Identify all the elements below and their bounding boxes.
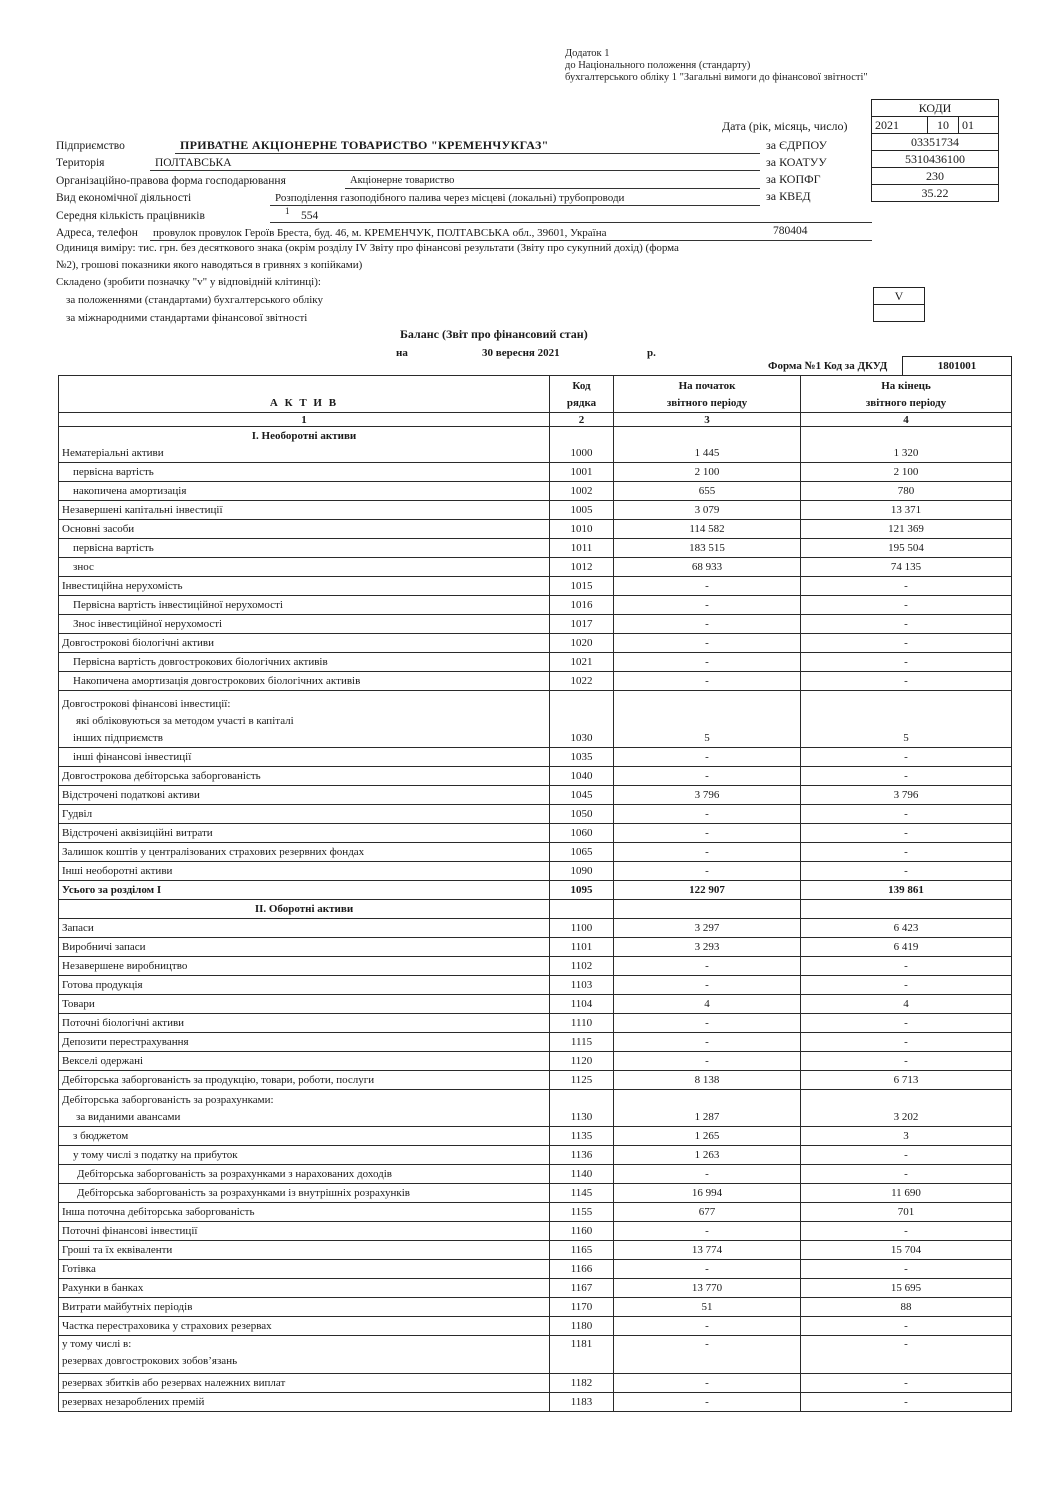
row-end-value: 139 861 <box>801 881 1012 900</box>
col-number-2: 2 <box>550 413 614 427</box>
row-end-value: - <box>801 1165 1012 1184</box>
row-begin-value: - <box>614 1014 801 1033</box>
address-label: Адреса, телефон <box>56 227 138 239</box>
row-begin-value: 1 287 <box>614 1090 801 1127</box>
employees-mark: 1 <box>285 206 290 216</box>
row-code: 1102 <box>550 957 614 976</box>
table-row <box>59 1014 1012 1033</box>
row-label: Депозити перестрахування <box>59 1033 550 1052</box>
row-code: 1115 <box>550 1033 614 1052</box>
row-begin-value: 1 263 <box>614 1146 801 1165</box>
row-end-value: - <box>801 1393 1012 1412</box>
row-code: 1155 <box>550 1203 614 1222</box>
table-row <box>59 520 1012 539</box>
appendix-line-3: бухгалтерського обліку 1 "Загальні вимоги до фінансової звітності" <box>565 72 868 83</box>
table-row <box>59 748 1012 767</box>
row-code: 1090 <box>550 862 614 881</box>
row-label: Гудвіл <box>59 805 550 824</box>
row-begin-value: - <box>614 1165 801 1184</box>
territory-value: ПОЛТАВСЬКА <box>155 157 232 169</box>
row-label: Поточні фінансові інвестиції <box>59 1222 550 1241</box>
row-label: Незавершені капітальні інвестиції <box>59 501 550 520</box>
table-row <box>59 976 1012 995</box>
row-code: 1035 <box>550 748 614 767</box>
row-begin-value: 1 445 <box>614 427 801 463</box>
employees-label: Середня кількість працівників <box>56 210 205 222</box>
row-code: 1110 <box>550 1014 614 1033</box>
row-label: Відстрочені аквізиційні витрати <box>59 824 550 843</box>
row-label: резервах незароблених премій <box>59 1393 550 1412</box>
table-row <box>59 1033 1012 1052</box>
row-label: Основні засоби <box>59 520 550 539</box>
kopfg-code: 230 <box>872 168 999 185</box>
address-value: провулок провулок Героїв Бреста, буд. 46, м. КРЕМЕНЧУК, ПОЛТАВСЬКА обл., 39601, Україна <box>153 227 607 239</box>
row-end-value: 13 371 <box>801 501 1012 520</box>
row-label: Інші необоротні активи <box>59 862 550 881</box>
row-label: Усього за розділом I <box>59 881 550 900</box>
row-code: 1001 <box>550 463 614 482</box>
row-end-value: - <box>801 1374 1012 1393</box>
table-row <box>59 1374 1012 1393</box>
employees-value: 554 <box>301 210 319 222</box>
form-dkud-code: 1801001 <box>902 356 1012 375</box>
row-end-value: 88 <box>801 1298 1012 1317</box>
appendix-note <box>565 48 868 84</box>
row-code: 1125 <box>550 1071 614 1090</box>
row-begin-value: 5 <box>614 691 801 748</box>
table-row <box>59 1127 1012 1146</box>
table-row <box>59 653 1012 672</box>
table-row <box>59 1090 1012 1127</box>
row-end-value: - <box>801 862 1012 881</box>
row-begin-value: - <box>614 1033 801 1052</box>
row-end-value: - <box>801 1052 1012 1071</box>
standards-checkbox-group <box>873 287 925 322</box>
row-label: Готівка <box>59 1260 550 1279</box>
territory-underline <box>150 170 760 171</box>
enterprise-underline <box>175 153 760 154</box>
row-end-value: - <box>801 615 1012 634</box>
row-label: Довгострокова дебіторська заборгованість <box>59 767 550 786</box>
row-label: Дебіторська заборгованість за розрахунками із внутрішніх розрахунків <box>59 1184 550 1203</box>
row-begin-value: 3 297 <box>614 919 801 938</box>
row-begin-value: 2 100 <box>614 463 801 482</box>
col-number-4: 4 <box>801 413 1012 427</box>
row-end-value: 4 <box>801 995 1012 1014</box>
row-begin-value: - <box>614 615 801 634</box>
table-row <box>59 1052 1012 1071</box>
table-header-row <box>59 376 1012 413</box>
row-begin-value: - <box>614 1336 801 1374</box>
row-begin-value: - <box>614 1374 801 1393</box>
row-label: Залишок коштів у централізованих страхових резервних фондах <box>59 843 550 862</box>
balance-table <box>58 375 1012 1412</box>
row-label: у тому числі з податку на прибуток <box>59 1146 550 1165</box>
row-begin-value: 677 <box>614 1203 801 1222</box>
row-label: Первісна вартість довгострокових біологічних активів <box>59 653 550 672</box>
row-end-value: 3 <box>801 1127 1012 1146</box>
row-begin-value: 3 079 <box>614 501 801 520</box>
units-line-2: №2), грошові показники якого наводяться в гривнях з копійками) <box>56 259 363 271</box>
table-row <box>59 615 1012 634</box>
row-code: 1011 <box>550 539 614 558</box>
row-code: 1182 <box>550 1374 614 1393</box>
legal-form-value: Акціонерне товариство <box>350 175 455 186</box>
row-begin-value: 1 265 <box>614 1127 801 1146</box>
table-row <box>59 786 1012 805</box>
kopfg-label: за КОПФГ <box>766 172 821 186</box>
row-begin-value: - <box>614 1317 801 1336</box>
row-begin-value: - <box>614 824 801 843</box>
table-row <box>59 1279 1012 1298</box>
row-code: 1130 <box>550 1090 614 1127</box>
row-code: 1012 <box>550 558 614 577</box>
row-end-value: 5 <box>801 691 1012 748</box>
row-end-value: - <box>801 767 1012 786</box>
row-begin-value: - <box>614 843 801 862</box>
table-row <box>59 577 1012 596</box>
row-label: I. Необоротні активи Нематеріальні активи <box>59 427 550 463</box>
row-begin-value: 13 770 <box>614 1279 801 1298</box>
table-row <box>59 427 1012 463</box>
row-code: 1165 <box>550 1241 614 1260</box>
form-dkud-label: Форма №1 Код за ДКУД <box>768 360 888 372</box>
row-code: 1180 <box>550 1317 614 1336</box>
table-row <box>59 501 1012 520</box>
row-end-value: 195 504 <box>801 539 1012 558</box>
row-begin-value: - <box>614 1393 801 1412</box>
appendix-line-1: Додаток 1 <box>565 48 610 59</box>
row-code: 1000 <box>550 427 614 463</box>
row-end-value: 1 320 <box>801 427 1012 463</box>
row-begin-value: 3 796 <box>614 786 801 805</box>
row-code: 1017 <box>550 615 614 634</box>
row-code: 1015 <box>550 577 614 596</box>
table-row <box>59 1298 1012 1317</box>
row-label: Витрати майбутніх періодів <box>59 1298 550 1317</box>
row-end-value: - <box>801 1146 1012 1165</box>
row-code: 1020 <box>550 634 614 653</box>
table-row <box>59 634 1012 653</box>
table-row <box>59 862 1012 881</box>
activity-underline <box>270 205 760 206</box>
row-begin-value: - <box>614 1222 801 1241</box>
row-end-value: - <box>801 1260 1012 1279</box>
table-row <box>59 957 1012 976</box>
table-row <box>59 1336 1012 1374</box>
table-row <box>59 995 1012 1014</box>
section-1-title: I. Необоротні активи <box>251 430 357 442</box>
row-begin-value: - <box>614 805 801 824</box>
row-label: Відстрочені податкові активи <box>59 786 550 805</box>
row-end-value: 3 796 <box>801 786 1012 805</box>
row-label: резервах збитків або резервах належних виплат <box>59 1374 550 1393</box>
row-code: 1040 <box>550 767 614 786</box>
row-end-value: - <box>801 577 1012 596</box>
row-code: 1183 <box>550 1393 614 1412</box>
column-number-row <box>59 413 1012 427</box>
header-code: Код рядка <box>550 376 614 413</box>
row-code: 1103 <box>550 976 614 995</box>
row-code: 1030 <box>550 691 614 748</box>
activity-value: Розподілення газоподібного палива через місцеві (локальні) трубопроводи <box>275 192 625 204</box>
row-code: 1170 <box>550 1298 614 1317</box>
table-row <box>59 1393 1012 1412</box>
row-code: 1101 <box>550 938 614 957</box>
row-code: 1021 <box>550 653 614 672</box>
row-begin-value: - <box>614 1260 801 1279</box>
kved-code: 35.22 <box>872 185 999 202</box>
codes-header: КОДИ <box>872 100 999 117</box>
table-row <box>59 1317 1012 1336</box>
row-end-value: 6 713 <box>801 1071 1012 1090</box>
table-row <box>59 767 1012 786</box>
row-begin-value: 13 774 <box>614 1241 801 1260</box>
row-label: Товари <box>59 995 550 1014</box>
row-begin-value: - <box>614 957 801 976</box>
row-end-value: - <box>801 976 1012 995</box>
row-begin-value: - <box>614 1052 801 1071</box>
row-label: інші фінансові інвестиції <box>59 748 550 767</box>
row-code: 1016 <box>550 596 614 615</box>
row-begin-value: 3 293 <box>614 938 801 957</box>
row-label: Довгострокові фінансові інвестиції: які обліковуються за методом участі в капіталі інших підприємств <box>59 691 550 748</box>
koatuu-code: 5310436100 <box>872 151 999 168</box>
row-begin-value: 16 994 <box>614 1184 801 1203</box>
row-begin-value: - <box>614 862 801 881</box>
table-row <box>59 558 1012 577</box>
row-begin-value: 4 <box>614 995 801 1014</box>
row-begin-value: - <box>614 767 801 786</box>
header-begin: На початок звітного періоду <box>614 376 801 413</box>
legal-form-label: Організаційно-правова форма господарювання <box>56 175 286 187</box>
row-end-value: - <box>801 805 1012 824</box>
row-code: 1065 <box>550 843 614 862</box>
territory-label: Територія <box>56 157 105 169</box>
row-begin-value: 122 907 <box>614 881 801 900</box>
row-end-value: - <box>801 957 1012 976</box>
row-code: 1022 <box>550 672 614 691</box>
row-label: Інвестиційна нерухомість <box>59 577 550 596</box>
table-row <box>59 1260 1012 1279</box>
row-end-value: 6 419 <box>801 938 1012 957</box>
row-end-value: - <box>801 843 1012 862</box>
row-end-value: 121 369 <box>801 520 1012 539</box>
table-row <box>59 1222 1012 1241</box>
koatuu-label: за КОАТУУ <box>766 155 827 169</box>
enterprise-name: ПРИВАТНЕ АКЦІОНЕРНЕ ТОВАРИСТВО "КРЕМЕНЧУКГАЗ" <box>180 138 549 152</box>
row-label: Накопичена амортизація довгострокових біологічних активів <box>59 672 550 691</box>
table-row <box>59 843 1012 862</box>
row-begin-value: - <box>614 577 801 596</box>
row-code: 1140 <box>550 1165 614 1184</box>
row-code: 1100 <box>550 919 614 938</box>
table-row <box>59 1241 1012 1260</box>
option-ifrs: за міжнародними стандартами фінансової звітності <box>66 312 308 324</box>
row-code: 1104 <box>550 995 614 1014</box>
row-end-value: 2 100 <box>801 463 1012 482</box>
row-label: Дебіторська заборгованість за продукцію, товари, роботи, послуги <box>59 1071 550 1090</box>
table-row <box>59 672 1012 691</box>
row-code: 1010 <box>550 520 614 539</box>
row-label: Частка перестраховика у страхових резервах <box>59 1317 550 1336</box>
row-code: 1166 <box>550 1260 614 1279</box>
row-end-value: - <box>801 1033 1012 1052</box>
row-end-value: - <box>801 824 1012 843</box>
table-row <box>59 824 1012 843</box>
table-row <box>59 539 1012 558</box>
row-end-value: 74 135 <box>801 558 1012 577</box>
row-begin-value: 8 138 <box>614 1071 801 1090</box>
row-end-value: 6 423 <box>801 919 1012 938</box>
codes-table <box>871 99 999 202</box>
row-label: Дебіторська заборгованість за розрахунками з нарахованих доходів <box>59 1165 550 1184</box>
row-begin-value: 51 <box>614 1298 801 1317</box>
option-national-standards: за положеннями (стандартами) бухгалтерського обліку <box>66 294 323 306</box>
report-on-label: на <box>396 347 408 359</box>
row-code: 1045 <box>550 786 614 805</box>
row-label: Гроші та їх еквіваленти <box>59 1241 550 1260</box>
appendix-line-2: до Національного положення (стандарту) <box>565 60 751 71</box>
enterprise-label: Підприємство <box>56 140 125 152</box>
row-end-value: 11 690 <box>801 1184 1012 1203</box>
row-label: накопичена амортизація <box>59 482 550 501</box>
table-row <box>59 463 1012 482</box>
table-row <box>59 1184 1012 1203</box>
col-number-1: 1 <box>59 413 550 427</box>
date-month-cell: 10 <box>928 117 959 134</box>
row-end-value: 701 <box>801 1203 1012 1222</box>
row-begin-value: 114 582 <box>614 520 801 539</box>
table-row <box>59 691 1012 748</box>
row-code: 1002 <box>550 482 614 501</box>
row-begin-value: - <box>614 748 801 767</box>
activity-label: Вид економічної діяльності <box>56 192 192 204</box>
row-code: 1005 <box>550 501 614 520</box>
row-begin-value: - <box>614 976 801 995</box>
row-code: 1120 <box>550 1052 614 1071</box>
row-end-value: - <box>801 653 1012 672</box>
table-row <box>59 1165 1012 1184</box>
row-code: 1181 <box>550 1336 614 1374</box>
row-end-value: - <box>801 672 1012 691</box>
units-line-1: Одиниця виміру: тис. грн. без десяткового знака (окрім розділу IV Звіту про фінансові результати (Звіту про сукупний дохід) (форма <box>56 242 679 254</box>
row-begin-value: 655 <box>614 482 801 501</box>
row-label: Готова продукція <box>59 976 550 995</box>
row-code: 1160 <box>550 1222 614 1241</box>
row-end-value: - <box>801 1317 1012 1336</box>
header-asset: А К Т И В <box>59 376 550 413</box>
table-row <box>59 938 1012 957</box>
row-label: первісна вартість <box>59 539 550 558</box>
date-year-cell: 2021 <box>872 117 928 134</box>
edrpou-label: за ЄДРПОУ <box>766 138 828 152</box>
row-end-value: - <box>801 1336 1012 1374</box>
row-label: Дебіторська заборгованість за розрахунками: за виданими авансами <box>59 1090 550 1127</box>
row-begin-value: 183 515 <box>614 539 801 558</box>
row-label: Рахунки в банках <box>59 1279 550 1298</box>
row-label: знос <box>59 558 550 577</box>
row-label: Знос інвестиційної нерухомості <box>59 615 550 634</box>
row-label: Векселі одержані <box>59 1052 550 1071</box>
row-code: 1145 <box>550 1184 614 1203</box>
row-end-value: 780 <box>801 482 1012 501</box>
row-code: 1135 <box>550 1127 614 1146</box>
row-end-value: - <box>801 1014 1012 1033</box>
row-begin-value: - <box>614 634 801 653</box>
report-date: 30 вересня 2021 <box>482 347 560 359</box>
row-begin-value: 68 933 <box>614 558 801 577</box>
col-number-3: 3 <box>614 413 801 427</box>
checkbox-ifrs[interactable] <box>874 305 925 322</box>
row-code: 1050 <box>550 805 614 824</box>
phone-value: 780404 <box>773 225 808 237</box>
row-end-value: 3 202 <box>801 1090 1012 1127</box>
edrpou-code: 03351734 <box>872 134 999 151</box>
compiled-note: Складено (зробити позначку "v" у відповідній клітинці): <box>56 276 321 288</box>
row-begin-value: - <box>614 672 801 691</box>
row-label: Запаси <box>59 919 550 938</box>
checkbox-national-standards[interactable]: V <box>874 288 925 305</box>
row-end-value: - <box>801 748 1012 767</box>
legal-form-underline <box>345 188 760 189</box>
table-row <box>59 596 1012 615</box>
kved-label: за КВЕД <box>766 189 811 203</box>
row-label: Інша поточна дебіторська заборгованість <box>59 1203 550 1222</box>
table-row <box>59 1203 1012 1222</box>
row-label: Незавершене виробництво <box>59 957 550 976</box>
section-2-header-row <box>59 900 1012 919</box>
row-begin-value: - <box>614 596 801 615</box>
report-title: Баланс (Звіт про фінансовий стан) <box>400 327 588 341</box>
row-label: Виробничі запаси <box>59 938 550 957</box>
table-row <box>59 482 1012 501</box>
row-end-value: - <box>801 596 1012 615</box>
row-label: Поточні біологічні активи <box>59 1014 550 1033</box>
row-end-value: - <box>801 1222 1012 1241</box>
row-label: Довгострокові біологічні активи <box>59 634 550 653</box>
table-row <box>59 1071 1012 1090</box>
header-end: На кінець звітного періоду <box>801 376 1012 413</box>
row-label: Первісна вартість інвестиційної нерухомості <box>59 596 550 615</box>
row-code: 1136 <box>550 1146 614 1165</box>
date-label: Дата (рік, місяць, число) <box>722 119 848 133</box>
row-begin-value: - <box>614 653 801 672</box>
row-code: 1167 <box>550 1279 614 1298</box>
row-label: первісна вартість <box>59 463 550 482</box>
report-year-suffix: р. <box>647 347 656 359</box>
table-row <box>59 919 1012 938</box>
section-2-title: II. Оборотні активи <box>59 900 550 919</box>
row-end-value: 15 695 <box>801 1279 1012 1298</box>
table-row <box>59 1146 1012 1165</box>
row-label: у тому числі в: резервах довгострокових зобов’язань <box>59 1336 550 1374</box>
table-row <box>59 805 1012 824</box>
row-label: з бюджетом <box>59 1127 550 1146</box>
date-day-cell: 01 <box>959 117 999 134</box>
row-code: 1095 <box>550 881 614 900</box>
row-end-value: 15 704 <box>801 1241 1012 1260</box>
table-row-total-section-1 <box>59 881 1012 900</box>
row-code: 1060 <box>550 824 614 843</box>
row-end-value: - <box>801 634 1012 653</box>
